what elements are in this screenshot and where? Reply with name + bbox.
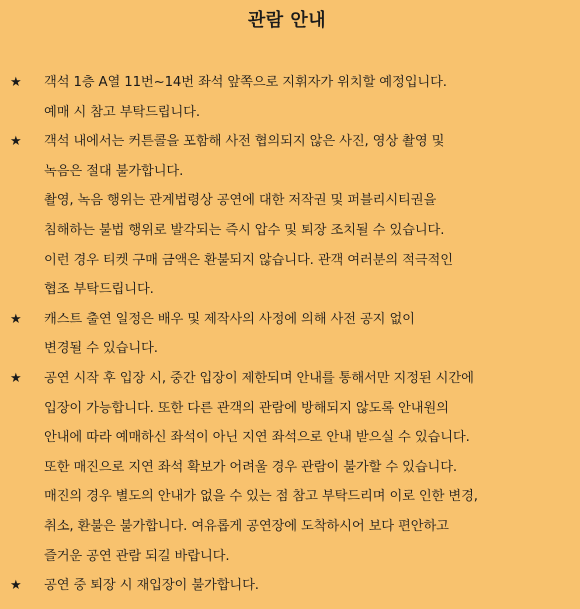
notice-line: 협조 부탁드립니다. (44, 282, 154, 298)
notice-line: 촬영, 녹음 행위는 관계법령상 공연에 대한 저작권 및 퍼블리시티권을 (44, 193, 437, 209)
star-bullet-icon: ★ (10, 311, 22, 327)
notice-line: 객석 1층 A열 11번~14번 좌석 앞쪽으로 지휘자가 위치할 예정입니다. (44, 75, 447, 90)
notice-item-text (44, 571, 566, 601)
notice-line: 공연 중 퇴장 시 재입장이 불가합니다. (44, 578, 259, 594)
notice-item-text (44, 364, 566, 571)
notice-line: 객석 내에서는 커튼콜을 포함해 사전 협의되지 않은 사진, 영상 촬영 및 (44, 134, 445, 150)
notice-line: 변경될 수 있습니다. (44, 341, 158, 357)
notice-line: 공연 시작 후 입장 시, 중간 입장이 제한되며 안내를 통해서만 지정된 시간에 (44, 370, 474, 386)
notice-item-no-recording (8, 127, 566, 305)
notice-title: 관람 안내 (247, 10, 327, 31)
notice-line: 입장이 가능합니다. 또한 다른 관객의 관람에 방해되지 않도록 안내원의 (44, 400, 449, 416)
notice-item-no-reentry (8, 571, 566, 601)
notice-line: 예매 시 참고 부탁드립니다. (44, 104, 200, 120)
notice-item-text (44, 68, 566, 127)
star-bullet-icon: ★ (10, 578, 22, 594)
notice-line: 취소, 환불은 불가합니다. 여유롭게 공연장에 도착하시어 보다 편안하고 (44, 518, 449, 534)
notice-line: 캐스트 출연 일정은 배우 및 제작사의 사정에 의해 사전 공지 없이 (44, 311, 415, 327)
notice-line: 즐거운 공연 관람 되길 바랍니다. (44, 548, 230, 564)
notice-item-late-entry (8, 364, 566, 571)
notice-list (8, 68, 566, 601)
notice-item-text (44, 127, 566, 305)
notice-line: 매진의 경우 별도의 안내가 없을 수 있는 점 참고 부탁드리며 이로 인한 변경, (44, 489, 478, 505)
star-bullet-icon: ★ (10, 134, 22, 150)
star-bullet-icon: ★ (10, 370, 22, 386)
notice-item-cast-schedule (8, 305, 566, 364)
notice-line: 녹음은 절대 불가합니다. (44, 163, 184, 179)
notice-line: 침해하는 불법 행위로 발각되는 즉시 압수 및 퇴장 조치될 수 있습니다. (44, 222, 445, 238)
notice-item-text (44, 305, 566, 364)
notice-item-seat-conductor (8, 68, 566, 127)
notice-line: 또한 매진으로 지연 좌석 확보가 어려울 경우 관람이 불가할 수 있습니다. (44, 459, 457, 475)
star-bullet-icon: ★ (10, 75, 22, 90)
notice-line: 이런 경우 티켓 구매 금액은 환불되지 않습니다. 관객 여러분의 적극적인 (44, 252, 453, 268)
notice-line: 안내에 따라 예매하신 좌석이 아닌 지연 좌석으로 안내 받으실 수 있습니다. (44, 430, 470, 446)
